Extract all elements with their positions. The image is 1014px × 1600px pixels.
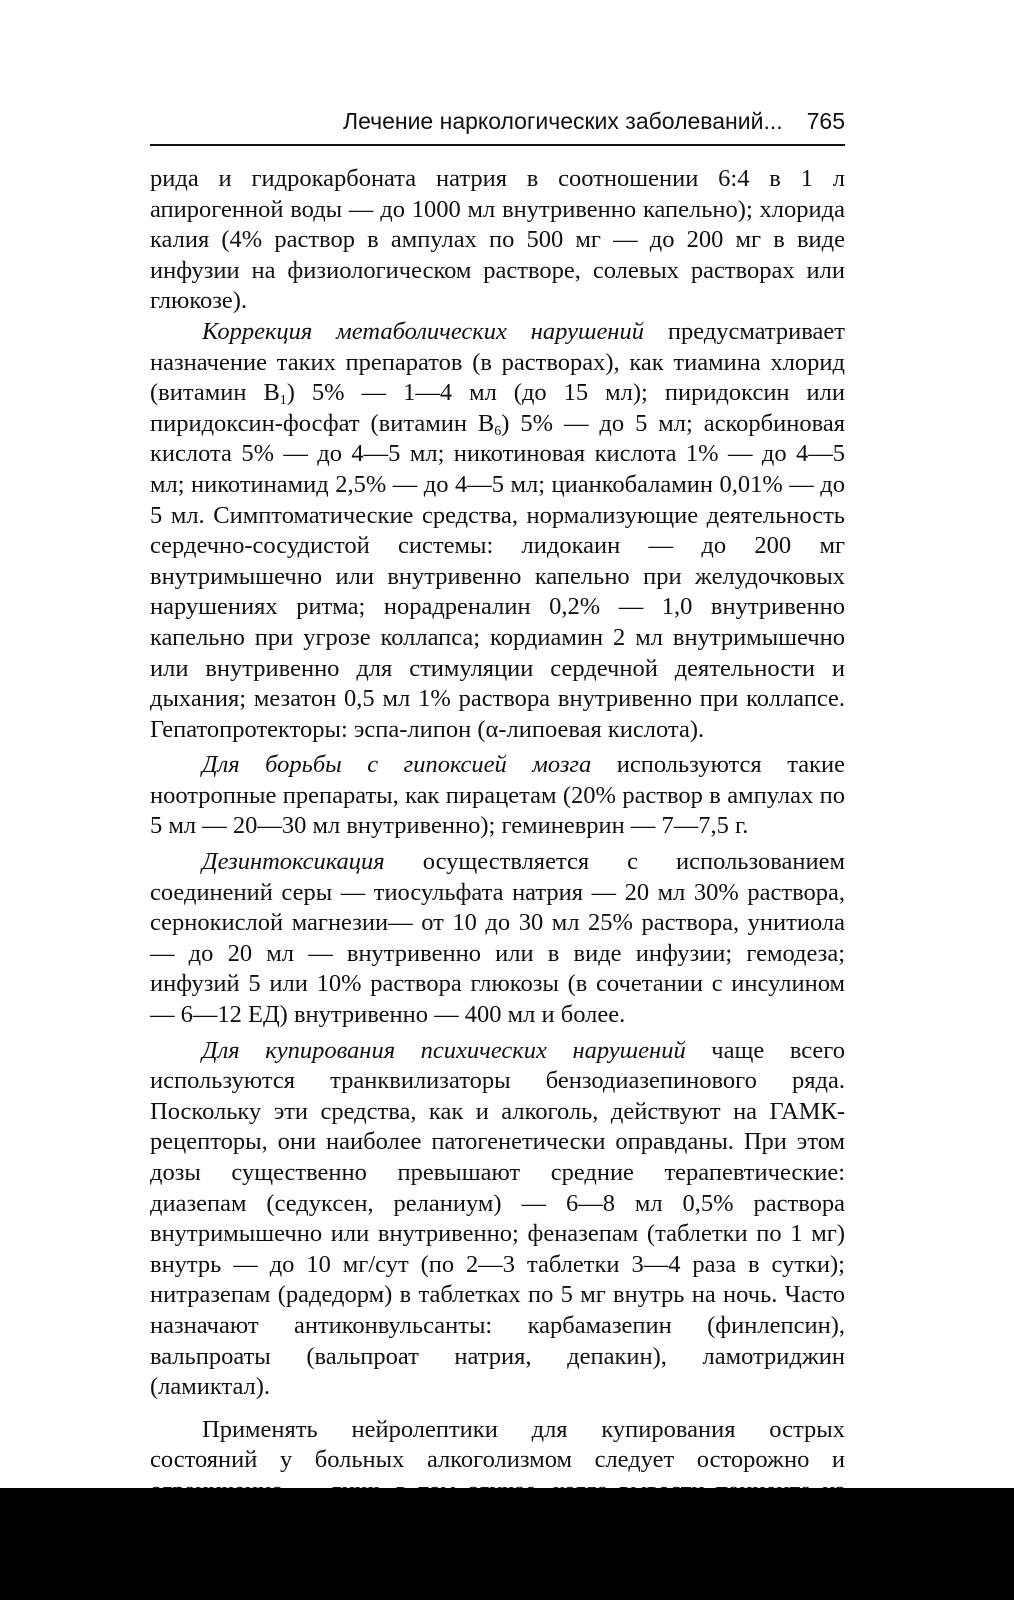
body-text <box>150 164 845 1568</box>
header-rule <box>150 144 845 146</box>
paragraph-continuation: рида и гидрокарбоната натрия в соотношении 6:4 в 1 л апирогенной воды — до 1000 мл внутривенно капельно); хлорида калия (4% раствор в ампулах по 500 мг — до 200 мг в виде инфузии на физиологическом растворе, солевых растворах или глюкозе). <box>150 165 845 315</box>
italic-lead: Дезинтоксикация <box>202 848 385 876</box>
scan-edge-band <box>0 1488 1014 1600</box>
paragraph-psychic-disorders: Для купирования психических нарушений чаще всего используются транквилизаторы бензодиазепинового ряда. Поскольку эти средства, как и алкоголь, действуют на ГАМК-рецепторы, они наиболее патогенетически оправданы. При этом дозы существенно превышают средние терапевтические: диазепам (седуксен, реланиум) — 6—8 мл 0,5% раствора внутримышечно или внутривенно; феназепам (таблетки по 1 мг) внутрь — до 10 мг/сут (по 2—3 таблетки 3—4 раза в сутки); нитразепам (радедорм) в таблетках по 5 мг внутрь на ночь. Часто назначают антиконвульсанты: карбамазепин (финлепсин), вальпроаты (вальпроат натрия, депакин), ламотриджин (ламиктал). <box>150 1036 845 1401</box>
paragraph-neuroleptics: Применять нейролептики для купирования острых состояний у больных алкоголизмом следует осторожно и <box>150 1415 845 1474</box>
italic-lead: Для борьбы с гипоксией мозга <box>202 751 592 779</box>
italic-lead: Коррекция метаболических нарушений <box>202 317 644 345</box>
subscript: 1 <box>279 393 287 409</box>
page-number: 765 <box>806 108 845 134</box>
subscript: 6 <box>494 423 502 439</box>
running-header <box>150 108 845 142</box>
paragraph-detoxification: Дезинтоксикация осуществляется с использованием соединений серы — тиосульфата натрия — 20 мл 30% раствора, сернокислой магнезии— от 10 до 30 мл 25% раствора, унитиола — до 20 мл — внутривенно или в виде инфузии; гемодеза; инфузий 5 или 10% раствора глюкозы (в сочетании с инсулином — 6—12 ЕД) внутривенно — 400 мл и более. <box>150 848 845 1029</box>
italic-lead: Для купирования психических нарушений <box>202 1036 686 1064</box>
paragraph-hypoxia: Для борьбы с гипоксией мозга используются такие ноотропные препараты, как пирацетам (20% раствор в ампулах по 5 мл — 20—30 мл внутривенно); геминеврин — 7—7,5 г. <box>150 751 845 840</box>
paragraph-metabolic-correction: Коррекция метаболических нарушений предусматривает назначение таких препаратов (в растворах), как тиамина хлорид (витамин $B_1$) 5% — 1—4 мл (до 15 мл); пиридоксин или пиридоксин-фосфат (витамин $B_6$) 5% — до 5 мл; аскорбиновая кислота 5% — до 4—5 мл; никотиновая кислота 1% — до 4—5 мл; никотинамид 2,5% — до 4—5 мл; цианкобаламин 0,01% — до 5 мл. Симптоматические средства, нормализующие деятельность сердечно-сосудистой системы: лидокаин — до 200 мг внутримышечно или внутривенно капельно при желудочковых нарушениях ритма; норадреналин 0,2% — 1,0 внутривенно капельно при угрозе коллапса; кордиамин 2 мл внутримышечно или внутривенно для стимуляции сердечной деятельности и дыхания; мезатон 0,5 мл 1% раствора внутривенно при коллапсе. Гепатопротекторы: эспа-липон (α-липоевая кислота). <box>150 317 845 743</box>
running-title: Лечение наркологических заболеваний... <box>342 108 783 134</box>
